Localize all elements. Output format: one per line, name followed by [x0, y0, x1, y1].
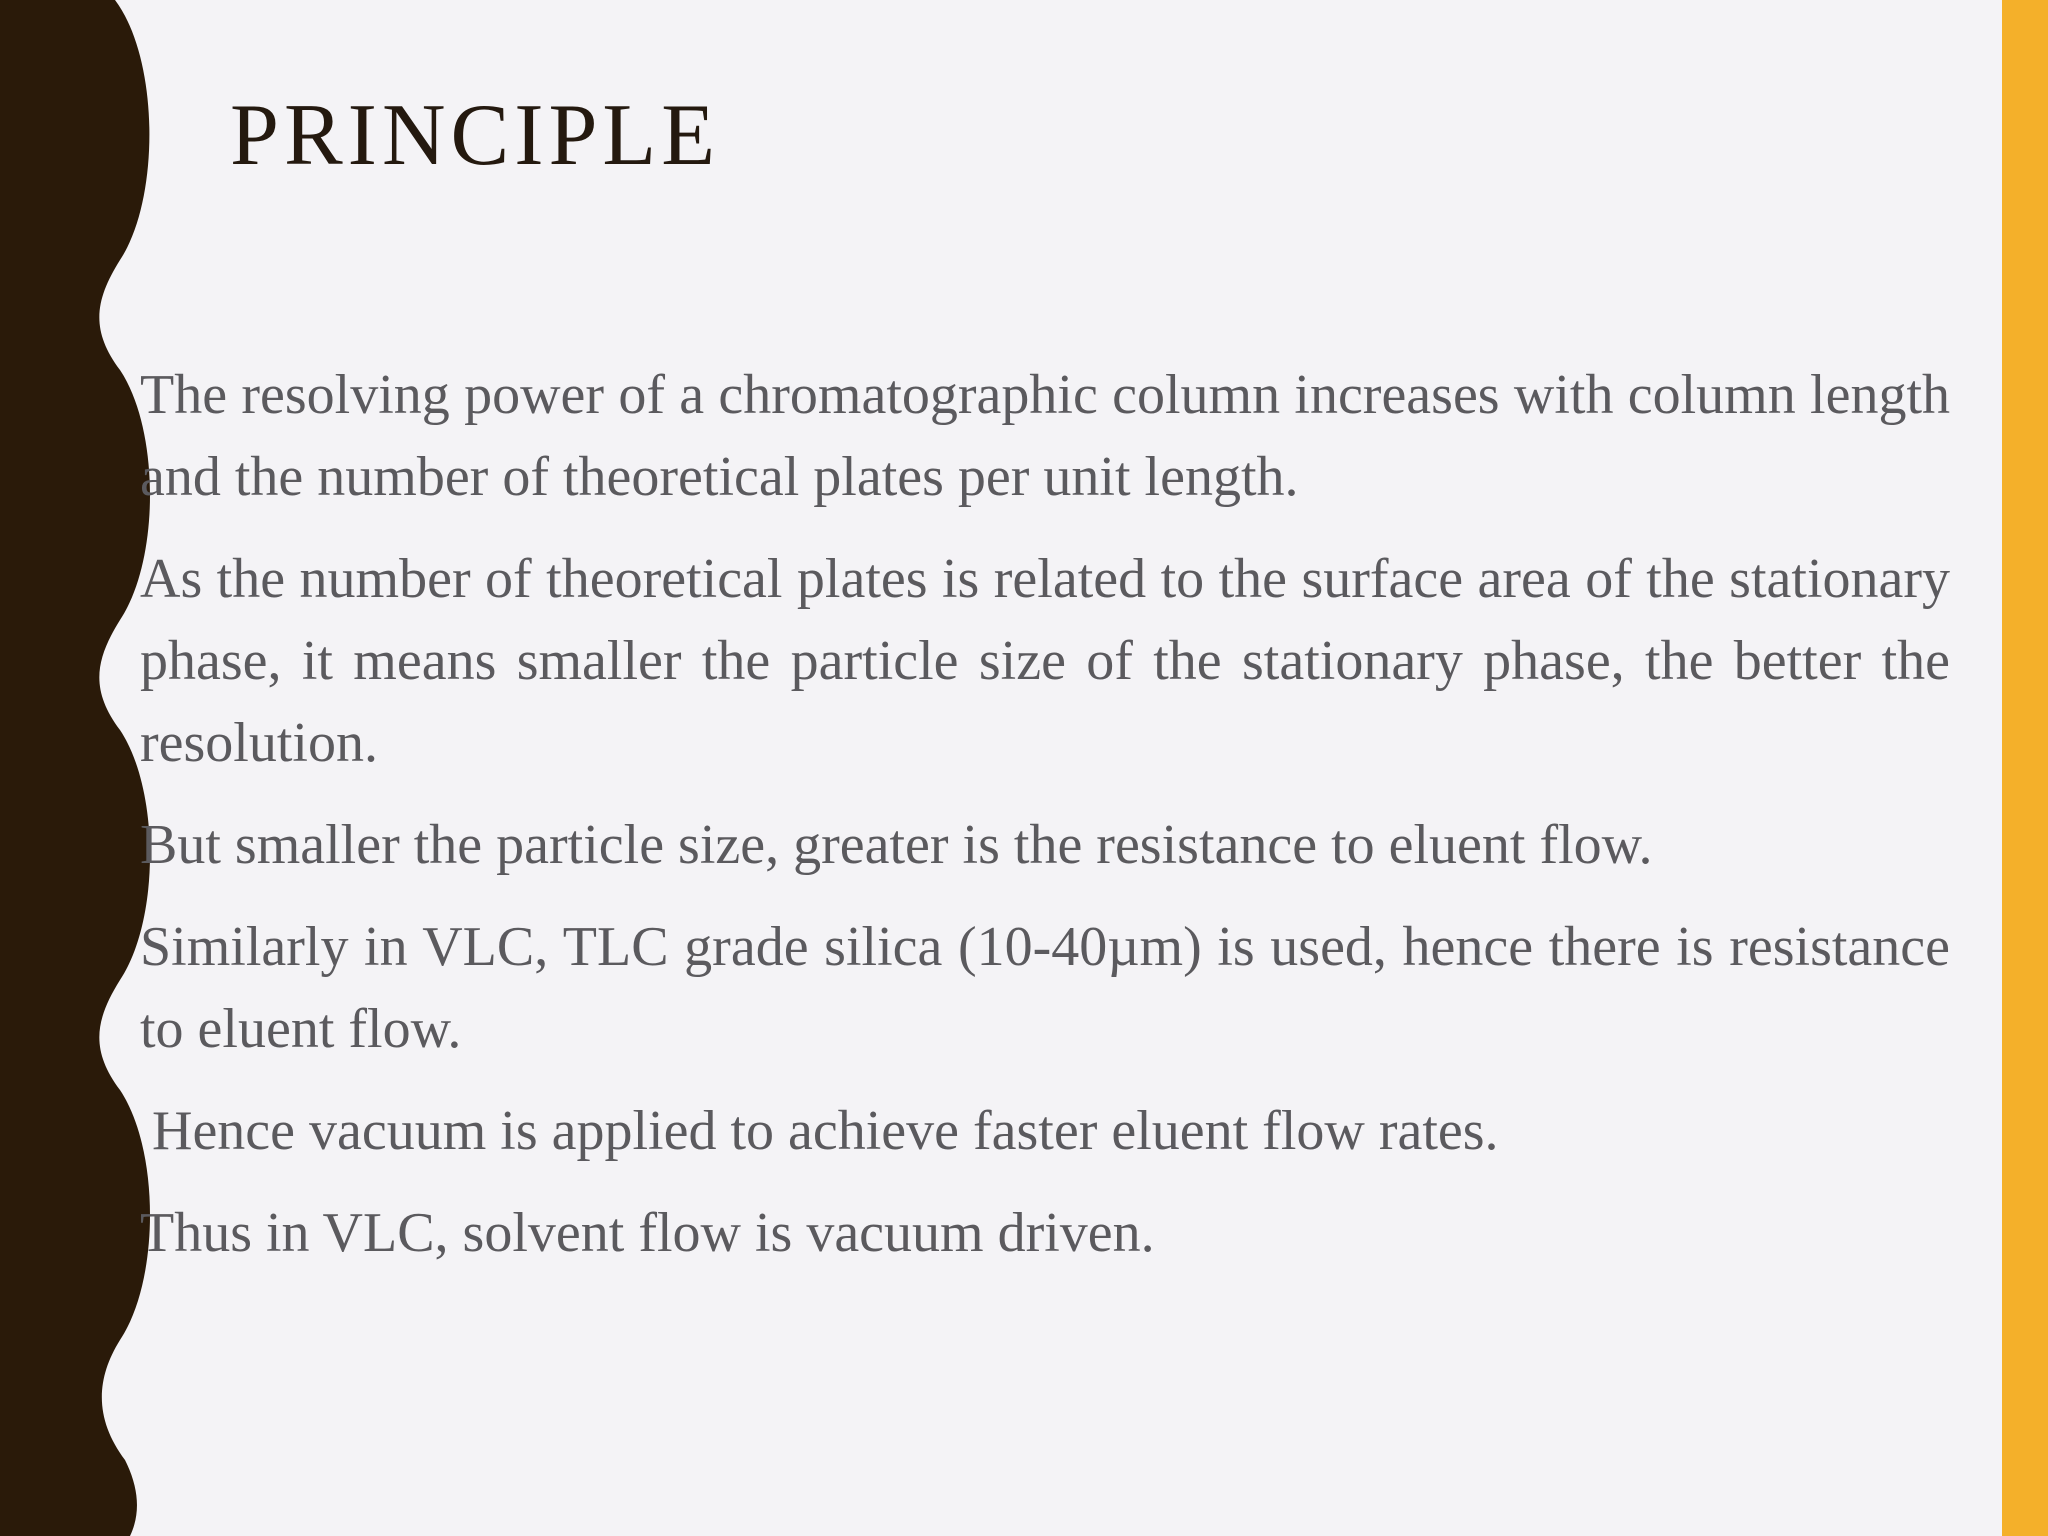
paragraph-particle-size: But smaller the particle size, greater is the resistance to eluent flow. — [140, 814, 1653, 876]
paragraph-resolving-power: The resolving power of a chromatographic column increases with column length and the number of theoretical plates per unit length. — [140, 364, 1950, 508]
paragraph-vacuum-driven: Thus in VLC, solvent flow is vacuum driven. — [140, 1202, 1155, 1264]
slide-title: PRINCIPLE — [230, 87, 720, 184]
right-accent-bar — [2002, 0, 2048, 1536]
slide-body — [140, 354, 1950, 1294]
paragraph-vacuum-applied: Hence vacuum is applied to achieve faster eluent flow rates. — [152, 1100, 1499, 1162]
paragraph-theoretical-plates: As the number of theoretical plates is related to the surface area of the stationary phase, it means smaller the particle size of the stationary phase, the better the resolution. — [140, 548, 1950, 774]
paragraph-tlc-silica: Similarly in VLC, TLC grade silica (10-40µm) is used, hence there is resistance to eluent flow. — [140, 916, 1950, 1060]
